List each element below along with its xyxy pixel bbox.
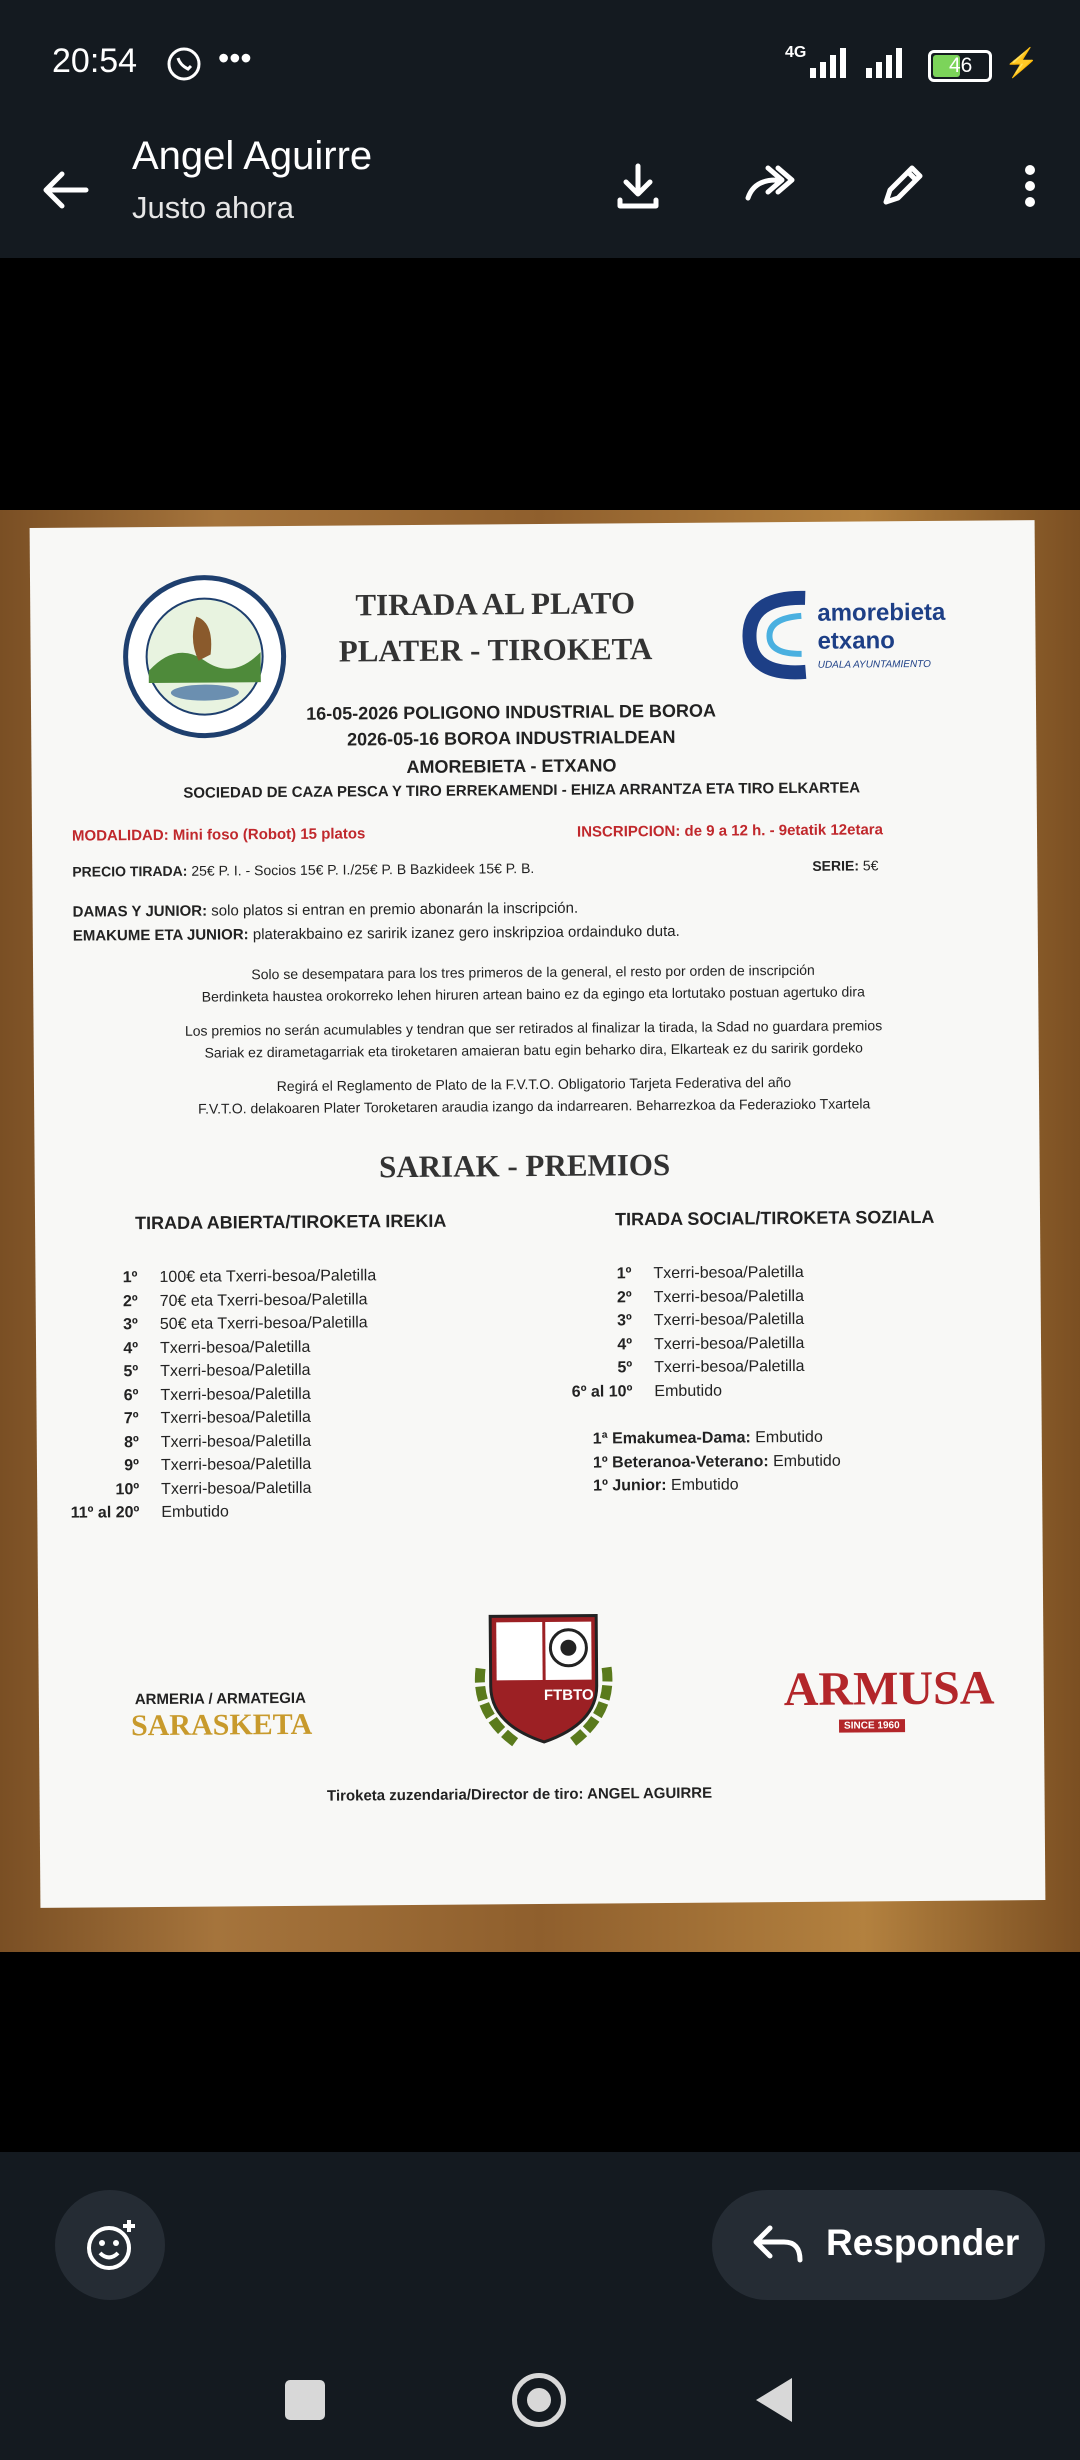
ftbto-text: FTBTO	[543, 1686, 594, 1704]
prize-description: Txerri-besoa/Paletilla	[160, 1361, 311, 1380]
prize-description: 100€ eta Txerri-besoa/Paletilla	[159, 1267, 377, 1286]
armusa-name: ARMUSA	[783, 1661, 995, 1717]
timestamp: Justo ahora	[132, 190, 294, 225]
prize-position: 11º al 20º	[70, 1504, 140, 1522]
back-arrow-icon[interactable]	[38, 162, 94, 218]
prize-position: 3º	[123, 1316, 138, 1334]
special-prize: Embutido	[755, 1428, 823, 1447]
poster	[30, 520, 1046, 1908]
network-type: 4G	[785, 44, 807, 61]
open-prize-row	[62, 1385, 310, 1405]
whatsapp-icon	[164, 44, 204, 84]
social-prizes-list	[30, 520, 1035, 528]
sponsor-sarasketa-name: SARASKETA	[130, 1707, 313, 1743]
prize-description: Txerri-besoa/Paletilla	[653, 1287, 804, 1306]
prize-description: Txerri-besoa/Paletilla	[160, 1432, 312, 1451]
special-label: 1º Junior:	[593, 1476, 667, 1495]
social-prize-row	[556, 1334, 804, 1354]
prizes-title: SARIAK - PREMIOS	[378, 1146, 671, 1185]
town-logo-sub: etxano	[817, 627, 895, 655]
social-prize-row	[556, 1311, 804, 1331]
poster-title-2: PLATER - TIROKETA	[338, 631, 653, 669]
town-logo-caption: UDALA AYUNTAMIENTO	[817, 658, 931, 671]
open-prize-row	[63, 1432, 311, 1452]
prize-description: Embutido	[161, 1503, 229, 1521]
event-date-eu: 2026-05-16 BOROA INDUSTRIALDEAN	[346, 726, 676, 750]
special-prize: Embutido	[773, 1452, 841, 1470]
forward-icon[interactable]	[740, 156, 800, 216]
sponsor-sarasketa-top: ARMERIA / ARMATEGIA	[134, 1689, 306, 1709]
organizer: SOCIEDAD DE CAZA PESCA Y TIRO ERREKAMENDI - EHIZA ARRANTZA ETA TIRO ELKARTEA	[183, 779, 861, 802]
social-title: TIRADA SOCIAL/TIROKETA SOZIALA	[614, 1206, 935, 1230]
open-prize-row	[62, 1338, 310, 1358]
prize-position: 2º	[122, 1292, 138, 1310]
prize-description: Txerri-besoa/Paletilla	[160, 1455, 312, 1474]
special-prize-row	[593, 1429, 823, 1449]
react-button[interactable]	[55, 2190, 165, 2300]
prize-position: 4º	[617, 1335, 633, 1353]
open-prize-row	[62, 1362, 310, 1382]
prize-position: 2º	[616, 1288, 632, 1306]
reply-button[interactable]	[712, 2190, 1045, 2300]
special-prize-row	[593, 1452, 841, 1472]
poster-title-1: TIRADA AL PLATO	[355, 585, 636, 623]
prize-description: Txerri-besoa/Paletilla	[161, 1479, 312, 1498]
rule-tiebreak-es: Solo se desempatara para los tres primeros de la general, el resto por orden de inscripción	[251, 961, 815, 983]
clock: 20:54	[52, 42, 138, 80]
download-icon[interactable]	[608, 156, 668, 216]
prize-position: 10º	[115, 1480, 140, 1498]
modalidad: MODALIDAD: Mini foso (Robot) 15 platos	[71, 825, 366, 845]
prize-description: Txerri-besoa/Paletilla	[654, 1357, 805, 1377]
battery-level: 46	[949, 54, 973, 77]
rule-reglamento-es: Regirá el Reglamento de Plato de la F.V.T.O. Obligatorio Tarjeta Federativa del año	[276, 1074, 792, 1095]
armusa-since: SINCE 1960	[839, 1719, 905, 1733]
prize-description: Txerri-besoa/Paletilla	[160, 1408, 311, 1427]
prize-description: Txerri-besoa/Paletilla	[159, 1338, 311, 1357]
social-prize-row	[555, 1264, 803, 1284]
prize-description: Txerri-besoa/Paletilla	[653, 1263, 804, 1283]
prize-description: Txerri-besoa/Paletilla	[160, 1385, 311, 1404]
event-place: AMOREBIETA - ETXANO	[406, 755, 617, 778]
rule-reglamento-eu: F.V.T.O. delakoaren Plater Toroketaren araudia izango da indarrearen. Beharrezkoa da Federazioko Txartela	[198, 1095, 871, 1117]
social-prize-row	[556, 1358, 804, 1378]
prize-description: 50€ eta Txerri-besoa/Paletilla	[159, 1314, 368, 1333]
special-prize-row	[593, 1476, 739, 1495]
open-prize-row	[63, 1503, 229, 1522]
prize-position: 3º	[617, 1312, 632, 1330]
event-date-es: 16-05-2026 POLIGONO INDUSTRIAL DE BOROA	[306, 700, 717, 724]
open-prize-row	[63, 1456, 311, 1476]
more-options-icon[interactable]	[1000, 156, 1060, 216]
back-nav-icon[interactable]	[752, 2374, 796, 2426]
rule-prizes-es: Los premios no serán acumulables y tendran que ser retirados al finalizar la tirada, la Sdad no guardara premios	[184, 1017, 883, 1039]
prize-description: Txerri-besoa/Paletilla	[653, 1334, 805, 1353]
sender-name: Angel Aguirre	[132, 134, 373, 178]
bottom-bar	[0, 2152, 1080, 2460]
rule-prizes-eu: Sariak ez dirametagarriak eta tiroketaren amaieran batu egin beharko dira, Elkarteak ez du saririk gordeko	[204, 1039, 863, 1061]
prize-position: 1º	[122, 1269, 138, 1287]
emakume-rule: EMAKUME ETA JUNIOR: platerakbaino ez saririk izanez gero inskripzioa ordainduko duta.	[72, 922, 680, 945]
prize-position: 1º	[616, 1265, 632, 1283]
reply-label: Responder	[826, 2222, 1020, 2263]
prize-description: Embutido	[654, 1382, 723, 1400]
battery-icon	[928, 50, 992, 82]
town-logo-name: amorebieta	[817, 598, 946, 627]
prize-description: Txerri-besoa/Paletilla	[653, 1310, 805, 1330]
prize-position: 5º	[617, 1359, 633, 1377]
app-bar	[0, 120, 1080, 258]
edit-pencil-icon[interactable]	[872, 156, 932, 216]
director-line: Tiroketa zuzendaria/Director de tiro: ANGEL AGUIRRE	[326, 1784, 713, 1805]
open-title: TIRADA ABIERTA/TIROKETA IREKIA	[134, 1210, 447, 1234]
open-prize-row	[63, 1479, 311, 1499]
damas-rule: DAMAS Y JUNIOR: solo platos si entran en premio abonarán la inscripción.	[72, 899, 579, 921]
ftbto-shield-logo	[458, 1613, 629, 1759]
status-bar	[0, 0, 1080, 120]
social-prize-row	[556, 1287, 804, 1307]
prize-position: 6º	[123, 1386, 139, 1404]
reply-icon	[750, 2220, 806, 2270]
prize-position: 7º	[123, 1410, 139, 1428]
charging-icon: ⚡	[1004, 47, 1039, 78]
serie: SERIE: 5€	[812, 857, 879, 874]
town-logo-mark	[735, 590, 816, 681]
special-label: 1º Beteranoa-Veterano:	[592, 1452, 769, 1472]
open-prize-row	[62, 1314, 368, 1334]
emoji-add-icon	[83, 2218, 139, 2274]
home-nav-icon[interactable]	[512, 2373, 566, 2427]
prize-description: 70€ eta Txerri-besoa/Paletilla	[159, 1290, 368, 1310]
more-notifications-icon: •••	[218, 40, 252, 76]
prize-position: 6º al 10º	[571, 1382, 633, 1401]
inscripcion: INSCRIPCION: de 9 a 12 h. - 9etatik 12etara	[576, 821, 884, 841]
open-prize-row	[63, 1409, 311, 1429]
open-prize-row	[61, 1267, 376, 1287]
prize-position: 8º	[123, 1433, 139, 1451]
recents-nav-icon[interactable]	[285, 2380, 325, 2420]
prize-position: 5º	[123, 1363, 139, 1381]
open-prize-row	[62, 1291, 368, 1311]
special-label: 1ª Emakumea-Dama:	[592, 1429, 751, 1448]
precio: PRECIO TIRADA: 25€ P. I. - Socios 15€ P. I./25€ P. B Bazkideek 15€ P. B.	[72, 860, 535, 880]
special-prize: Embutido	[670, 1476, 739, 1494]
prize-position: 4º	[123, 1339, 139, 1357]
rule-tiebreak-eu: Berdinketa haustea orokorreko lehen hiruren artean baino ez da egingo eta lortutako postuan agertuko dira	[201, 983, 865, 1005]
signal-icon-1	[808, 44, 853, 80]
image-viewer[interactable]	[0, 510, 1080, 1952]
open-prizes-list	[30, 520, 1035, 528]
prize-position: 9º	[124, 1457, 140, 1475]
signal-icon-2	[864, 44, 909, 80]
social-prize-row	[556, 1382, 722, 1401]
